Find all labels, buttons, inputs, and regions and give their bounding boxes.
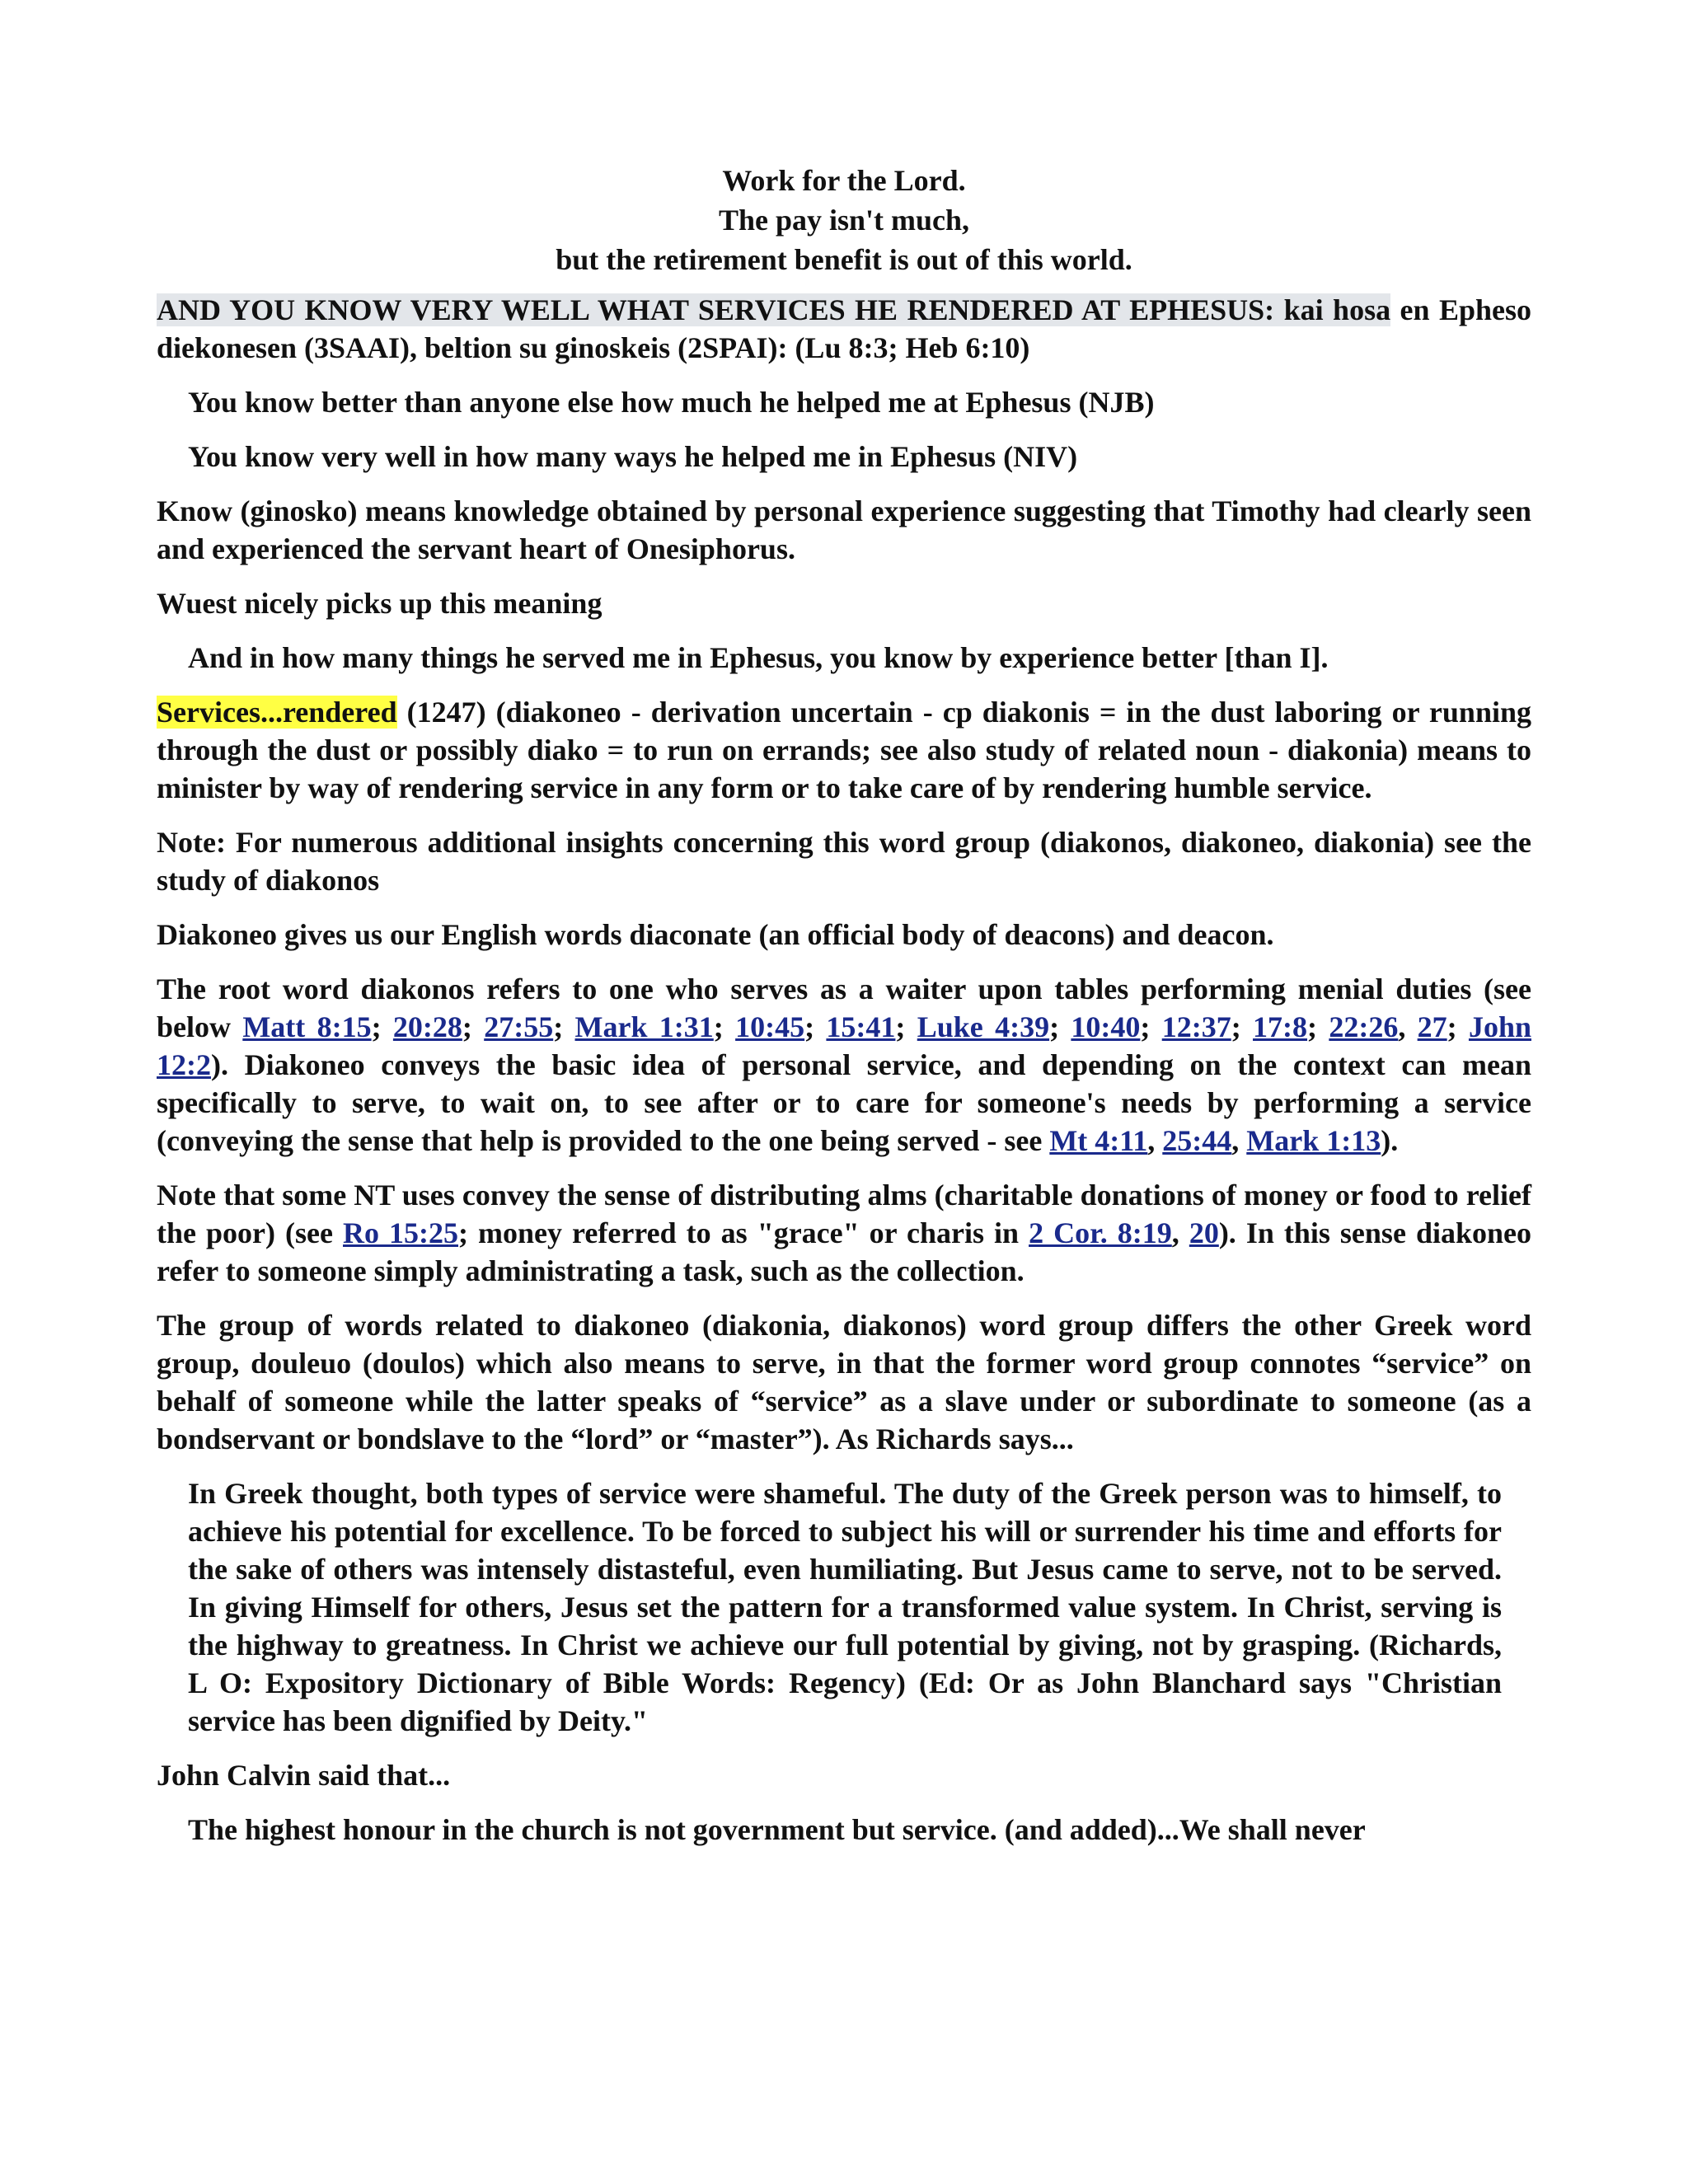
root-text-1: ). Diakoneo conveys the basic idea of personal service, and depending on the context can mean specifically to serve, to wait on, to see after or to care for someone's needs by performing a service (conveying the sense that help is provided to the one being served - see <box>157 1048 1531 1157</box>
niv-translation: You know very well in how many ways he helped me in Ephesus (NIV) <box>188 440 1078 473</box>
sep: ; <box>895 1010 917 1043</box>
link-mt-25-44[interactable]: 25:44 <box>1162 1124 1232 1157</box>
word-group-paragraph: The group of words related to diakoneo (diakonia, diakonos) word group differs the other Greek word group, douleuo (doulos) which also means to serve, in that the former word group connotes “service” on behalf of someone while the latter speaks of “service” as a slave under or subordinate to someone (as a bondservant or bondslave to the “lord” or “master”). As Richards says... <box>157 1309 1531 1455</box>
sep: ; <box>1307 1010 1329 1043</box>
alms-paragraph <box>157 1176 1531 1290</box>
link-2-cor-8-20[interactable]: 20 <box>1189 1216 1219 1249</box>
njb-translation: You know better than anyone else how much he helped me at Ephesus (NJB) <box>188 386 1155 419</box>
link-luke-12-37[interactable]: 12:37 <box>1161 1010 1231 1043</box>
sep: ; <box>462 1010 485 1043</box>
services-highlight: Services...rendered <box>157 696 397 729</box>
link-luke-4-39[interactable]: Luke 4:39 <box>917 1010 1050 1043</box>
link-ro-15-25[interactable]: Ro 15:25 <box>343 1216 459 1249</box>
calvin-quote: The highest honour in the church is not government but service. (and added)...We shall never <box>188 1813 1366 1846</box>
sep: ; <box>371 1010 393 1043</box>
sep: ; <box>1231 1010 1254 1043</box>
root-text-2: ). <box>1381 1124 1399 1157</box>
root-text-0: The root word diakonos refers to one who serves as a waiter upon tables performing menial duties (see below <box>157 972 1531 1043</box>
link-matt-8-15[interactable]: Matt 8:15 <box>242 1010 372 1043</box>
alms-text-2: ). In this sense diakoneo refer to someone simply administrating a task, such as the collection. <box>157 1216 1531 1287</box>
sep: ; <box>1447 1010 1469 1043</box>
link-mark-1-31[interactable]: Mark 1:31 <box>574 1010 714 1043</box>
link-luke-22-26[interactable]: 22:26 <box>1329 1010 1399 1043</box>
sep: , <box>1171 1216 1189 1249</box>
richards-quote: In Greek thought, both types of service were shameful. The duty of the Greek person was to himself, to achieve his potential for excellence. To be forced to subject his will or surrender his time and efforts for the sake of others was intensely distasteful, even humiliating. But Jesus came to serve, not to be served. In giving Himself for others, Jesus set the pattern for a transformed value system. In Christ, serving is the highway to greatness. In Christ we achieve our full potential by giving, not by grasping. (Richards, L O: Expository Dictionary of Bible Words: Regency) (Ed: Or as John Blanchard says "Christian service has been dignified by Deity." <box>188 1477 1502 1737</box>
link-2-cor-8-19[interactable]: 2 Cor. 8:19 <box>1029 1216 1172 1249</box>
epigraph-line-1: Work for the Lord. <box>722 164 966 197</box>
sep: ; <box>713 1010 736 1043</box>
wuest-quote: And in how many things he served me in Ephesus, you know by experience better [than I]. <box>188 641 1329 674</box>
link-mark-1-13[interactable]: Mark 1:13 <box>1246 1124 1381 1157</box>
link-john-12-2[interactable]: John 12:2 <box>157 1010 1531 1081</box>
services-paragraph <box>157 693 1531 807</box>
epigraph <box>157 161 1531 279</box>
note-paragraph: Note: For numerous additional insights concerning this word group (diakonos, diakoneo, diakonia) see the study of diakonos <box>157 826 1531 897</box>
diaconate-paragraph: Diakoneo gives us our English words diaconate (an official body of deacons) and deacon. <box>157 918 1274 951</box>
link-luke-22-27[interactable]: 27 <box>1417 1010 1447 1043</box>
link-mt-4-11[interactable]: Mt 4:11 <box>1049 1124 1148 1157</box>
epigraph-line-3: but the retirement benefit is out of this world. <box>556 243 1132 276</box>
root-word-paragraph <box>157 970 1531 1160</box>
know-paragraph: Know (ginosko) means knowledge obtained by personal experience suggesting that Timothy had clearly seen and experienced the servant heart of Onesiphorus. <box>157 494 1531 565</box>
calvin-intro: John Calvin said that... <box>157 1759 451 1792</box>
link-luke-17-8[interactable]: 17:8 <box>1253 1010 1308 1043</box>
link-matt-20-28[interactable]: 20:28 <box>392 1010 462 1043</box>
alms-text-0: Note that some NT uses convey the sense of distributing alms (charitable donations of money or food to relief the poor) (see <box>157 1179 1531 1249</box>
epigraph-line-2: The pay isn't much, <box>718 204 970 237</box>
alms-text-1: ; money referred to as "grace" or charis in <box>458 1216 1029 1249</box>
link-matt-27-55[interactable]: 27:55 <box>484 1010 554 1043</box>
sep: ; <box>1049 1010 1071 1043</box>
section-heading-rest: en Epheso diekonesen (3SAAI), beltion su ginoskeis (2SPAI): (Lu 8:3; Heb 6:10) <box>157 293 1532 364</box>
sep: ; <box>553 1010 575 1043</box>
services-text: (1247) (diakoneo - derivation uncertain - cp diakonis = in the dust laboring or running through the dust or possibly diako = to run on errands; see also study of related noun - diakonia) means to minister by way of rendering service in any form or to take care of by rendering humble service. <box>157 696 1531 804</box>
sep: , <box>1398 1010 1418 1043</box>
sep: , <box>1147 1124 1163 1157</box>
link-luke-10-40[interactable]: 10:40 <box>1071 1010 1141 1043</box>
sep: , <box>1231 1124 1247 1157</box>
section-heading <box>157 291 1531 367</box>
sep: ; <box>804 1010 827 1043</box>
link-mark-10-45[interactable]: 10:45 <box>735 1010 805 1043</box>
sep: ; <box>1140 1010 1162 1043</box>
wuest-intro: Wuest nicely picks up this meaning <box>157 587 603 620</box>
section-heading-shaded: AND YOU KNOW VERY WELL WHAT SERVICES HE RENDERED AT EPHESUS: kai hosa <box>157 293 1391 326</box>
link-mark-15-41[interactable]: 15:41 <box>826 1010 896 1043</box>
